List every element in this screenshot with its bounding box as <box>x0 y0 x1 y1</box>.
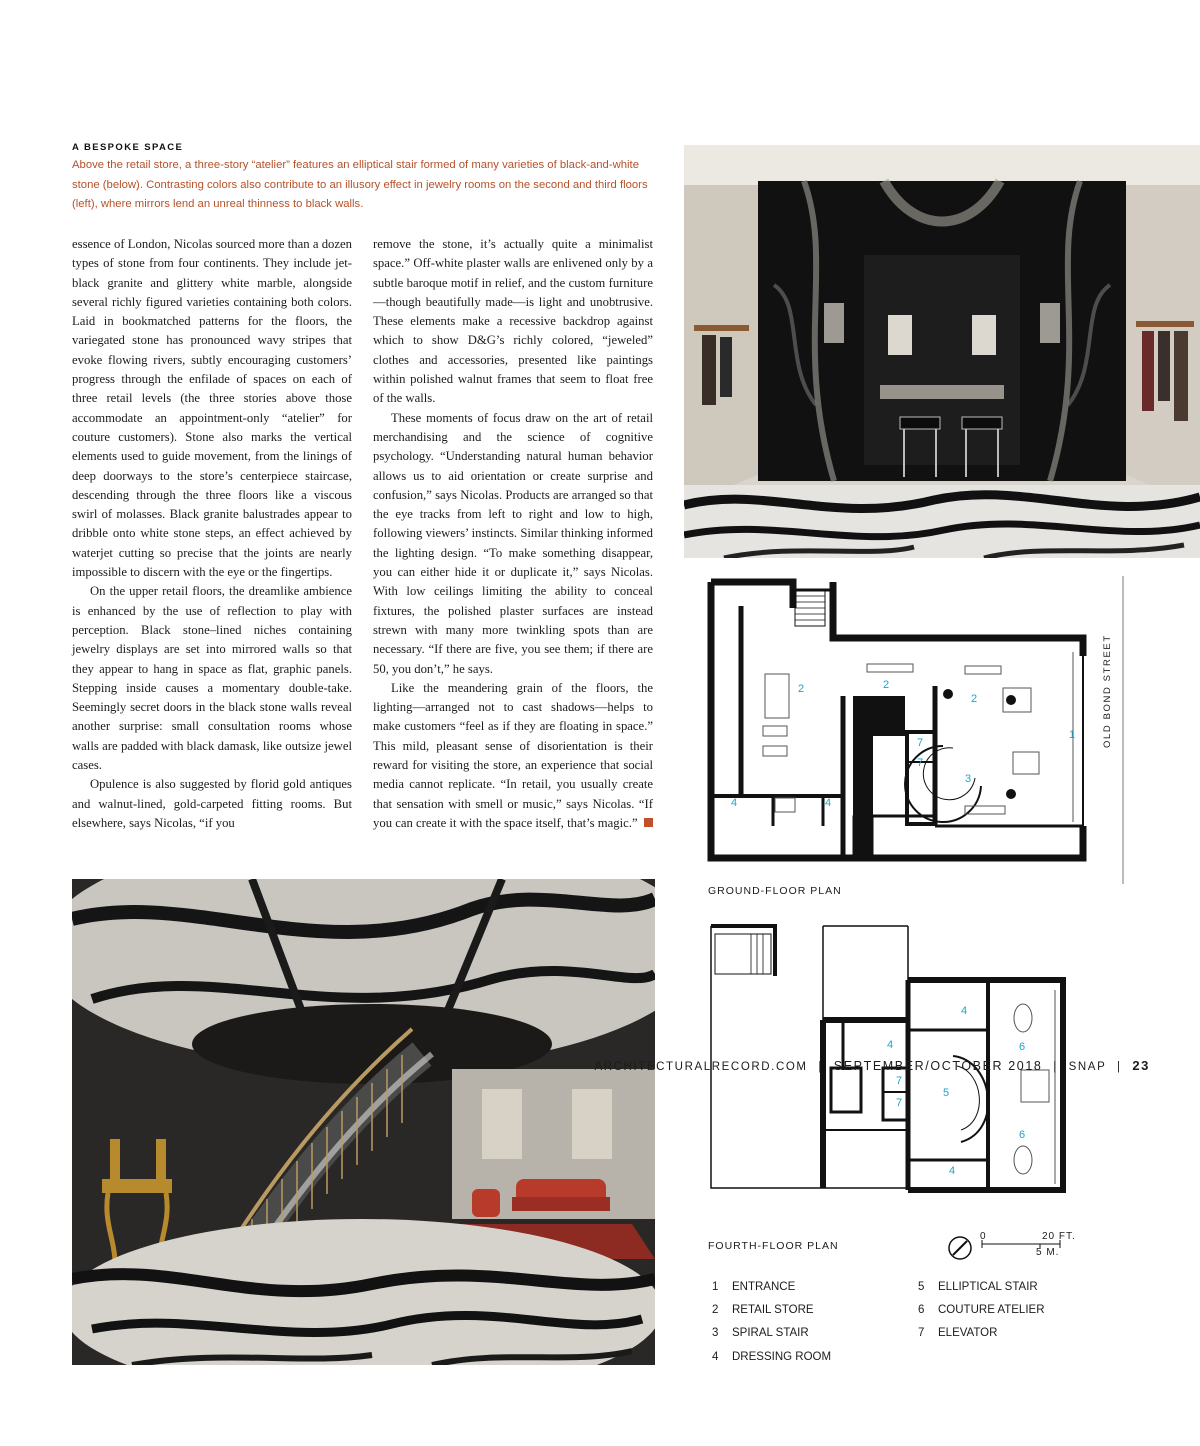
footer-section: SNAP <box>1068 1061 1107 1073</box>
legend-item: 6 COUTURE ATELIER <box>918 1304 1045 1316</box>
legend-item: 1 ENTRANCE <box>712 1281 796 1293</box>
plan-number: 4 <box>887 1039 894 1051</box>
plan-number: 4 <box>949 1165 956 1177</box>
scale-feet: 20 FT. <box>1042 1231 1076 1242</box>
caption-text: Above the retail store, a three-story “atelier” features an elliptical stair formed of many varieties of black-and-white stone (below). Contrasting colors also contribute to an illusory effect in jewelry rooms on the second and third floors (left), where mirrors lend an unreal thinness to black walls. <box>72 159 648 210</box>
fourth-floor-plan-label: FOURTH-FLOOR PLAN <box>708 1240 839 1252</box>
paragraph-text: Like the meandering grain of the floors, the lighting—arranged not to cast shadows—helps to make customers “feel as if they are floating in space.” This mild, pleasant sense of disorientation is their reward for visiting the store, an experience that social media cannot replicate. “In retail, you usually create that sensation with smell or music,” says Nicolas. “If you can create it with the space itself, that’s magic.” <box>373 680 653 830</box>
ground-floor-plan <box>703 576 1143 886</box>
plan-number: 5 <box>943 1087 950 1099</box>
plan-number: 3 <box>965 773 972 785</box>
paragraph: On the upper retail floors, the dreamlike ambience is enhanced by the use of reflection to play with perception. Black stone–lined niches containing jewelry displays are set into mirrored walls so that they appear to hang in space as flat, graphic panels. Stepping inside causes a momentary double-take. Seemingly secret doors in the black stone walls reveal another surprise: small consultation rooms whose walls are padded with black damask, like outsize jewel cases. <box>72 584 352 773</box>
plan-number: 2 <box>883 679 890 691</box>
scale-zero: 0 <box>980 1231 987 1242</box>
plan-number: 4 <box>731 797 738 809</box>
plan-number: 4 <box>825 797 832 809</box>
page-number: 23 <box>1132 1058 1150 1073</box>
plan-number: 6 <box>1019 1129 1026 1141</box>
body-column-1 <box>72 235 352 833</box>
legend-item: 5 ELLIPTICAL STAIR <box>918 1281 1038 1293</box>
paragraph: Opulence is also suggested by florid gold antiques and walnut-lined, gold-carpeted fitting rooms. But elsewhere, says Nicolas, “if you <box>72 777 352 830</box>
footer-site: ARCHITECTURALRECORD.COM <box>594 1061 808 1073</box>
plan-number: 7 <box>896 1075 903 1087</box>
plan-number: 6 <box>1019 1041 1026 1053</box>
scale-meters: 5 M. <box>1036 1247 1060 1258</box>
end-mark-icon <box>644 818 653 827</box>
body-column-2 <box>373 235 653 833</box>
legend-item: 4 DRESSING ROOM <box>712 1351 832 1363</box>
legend-item: 2 RETAIL STORE <box>712 1304 814 1316</box>
paragraph: remove the stone, it’s actually quite a minimalist space.” Off-white plaster walls are enlivened only by a subtle baroque motif in relief, and the custom furniture—though beautifully made—is light and unobtrusive. These elements make a recessive backdrop against which to show D&G’s richly colored, “jeweled” clothes and accessories, presented like paintings within polished walnut frames that seem to float free of the walls. <box>373 237 653 406</box>
jewelry-room-photo <box>684 145 1200 558</box>
plan-legend <box>712 1281 1132 1371</box>
paragraph: essence of London, Nicolas sourced more than a dozen types of stone from four continents. They include jet-black granite and glittery white marble, alongside several richly figured varieties containing both colors. Laid in bookmatched patterns for the floors, the variegated stone has pronounced wavy stripes that evoke flowing rivers, subtly encouraging customers’ progress through the enfilade of spaces on each of three retail levels (the three stories above those accommodate an appointment-only “atelier” for couture customers). Stone also marks the vertical elements used to guide movement, from the linings of deep doorways to the store’s centerpiece staircase, descending through the three floors like a viscous swirl of molasses. Black granite balustrades appear to dribble onto white stone steps, an effect achieved by waterjet cutting so precise that the joints are nearly impossible to discern with the eye or the fingertips. <box>72 237 352 580</box>
plan-number: 1 <box>1069 729 1076 741</box>
legend-item: 3 SPIRAL STAIR <box>712 1327 809 1339</box>
page-footer: ARCHITECTURALRECORD.COM | SEPTEMBER/OCTOBER 2018 | SNAP | 23 <box>594 1058 1150 1073</box>
elliptical-stair-photo <box>72 879 655 1365</box>
legend-item: 7 ELEVATOR <box>918 1327 998 1339</box>
caption-title: A BESPOKE SPACE <box>72 142 184 153</box>
paragraph <box>373 679 653 833</box>
plan-number: 7 <box>917 737 924 749</box>
plan-number: 2 <box>971 693 978 705</box>
street-label: OLD BOND STREET <box>1102 634 1113 748</box>
plan-number: 7 <box>896 1097 903 1109</box>
paragraph: These moments of focus draw on the art of retail merchandising and the science of cognitive psychology. “Understanding natural human behavior allows us to aid orientation or create surprise and confusion,” says Nicolas. Products are arranged so that the eye tracks from left to right and low to high, following viewers’ instincts. Similar thinking informed the lighting design. “To make something disappear, you can either hide it or duplicate it,” says Nicolas. With low ceilings limiting the ability to conceal fixtures, the polished plaster surfaces are instead strewn with many more twinkling spots than are necessary. “If there are five, you see them; if there are 50, you don’t,” he says. <box>373 410 653 676</box>
plan-number: 2 <box>798 683 805 695</box>
ground-floor-plan-label: GROUND-FLOOR PLAN <box>708 885 842 897</box>
plan-number: 4 <box>961 1005 968 1017</box>
footer-issue: SEPTEMBER/OCTOBER 2018 <box>833 1059 1043 1073</box>
plan-number: 7 <box>917 757 924 769</box>
